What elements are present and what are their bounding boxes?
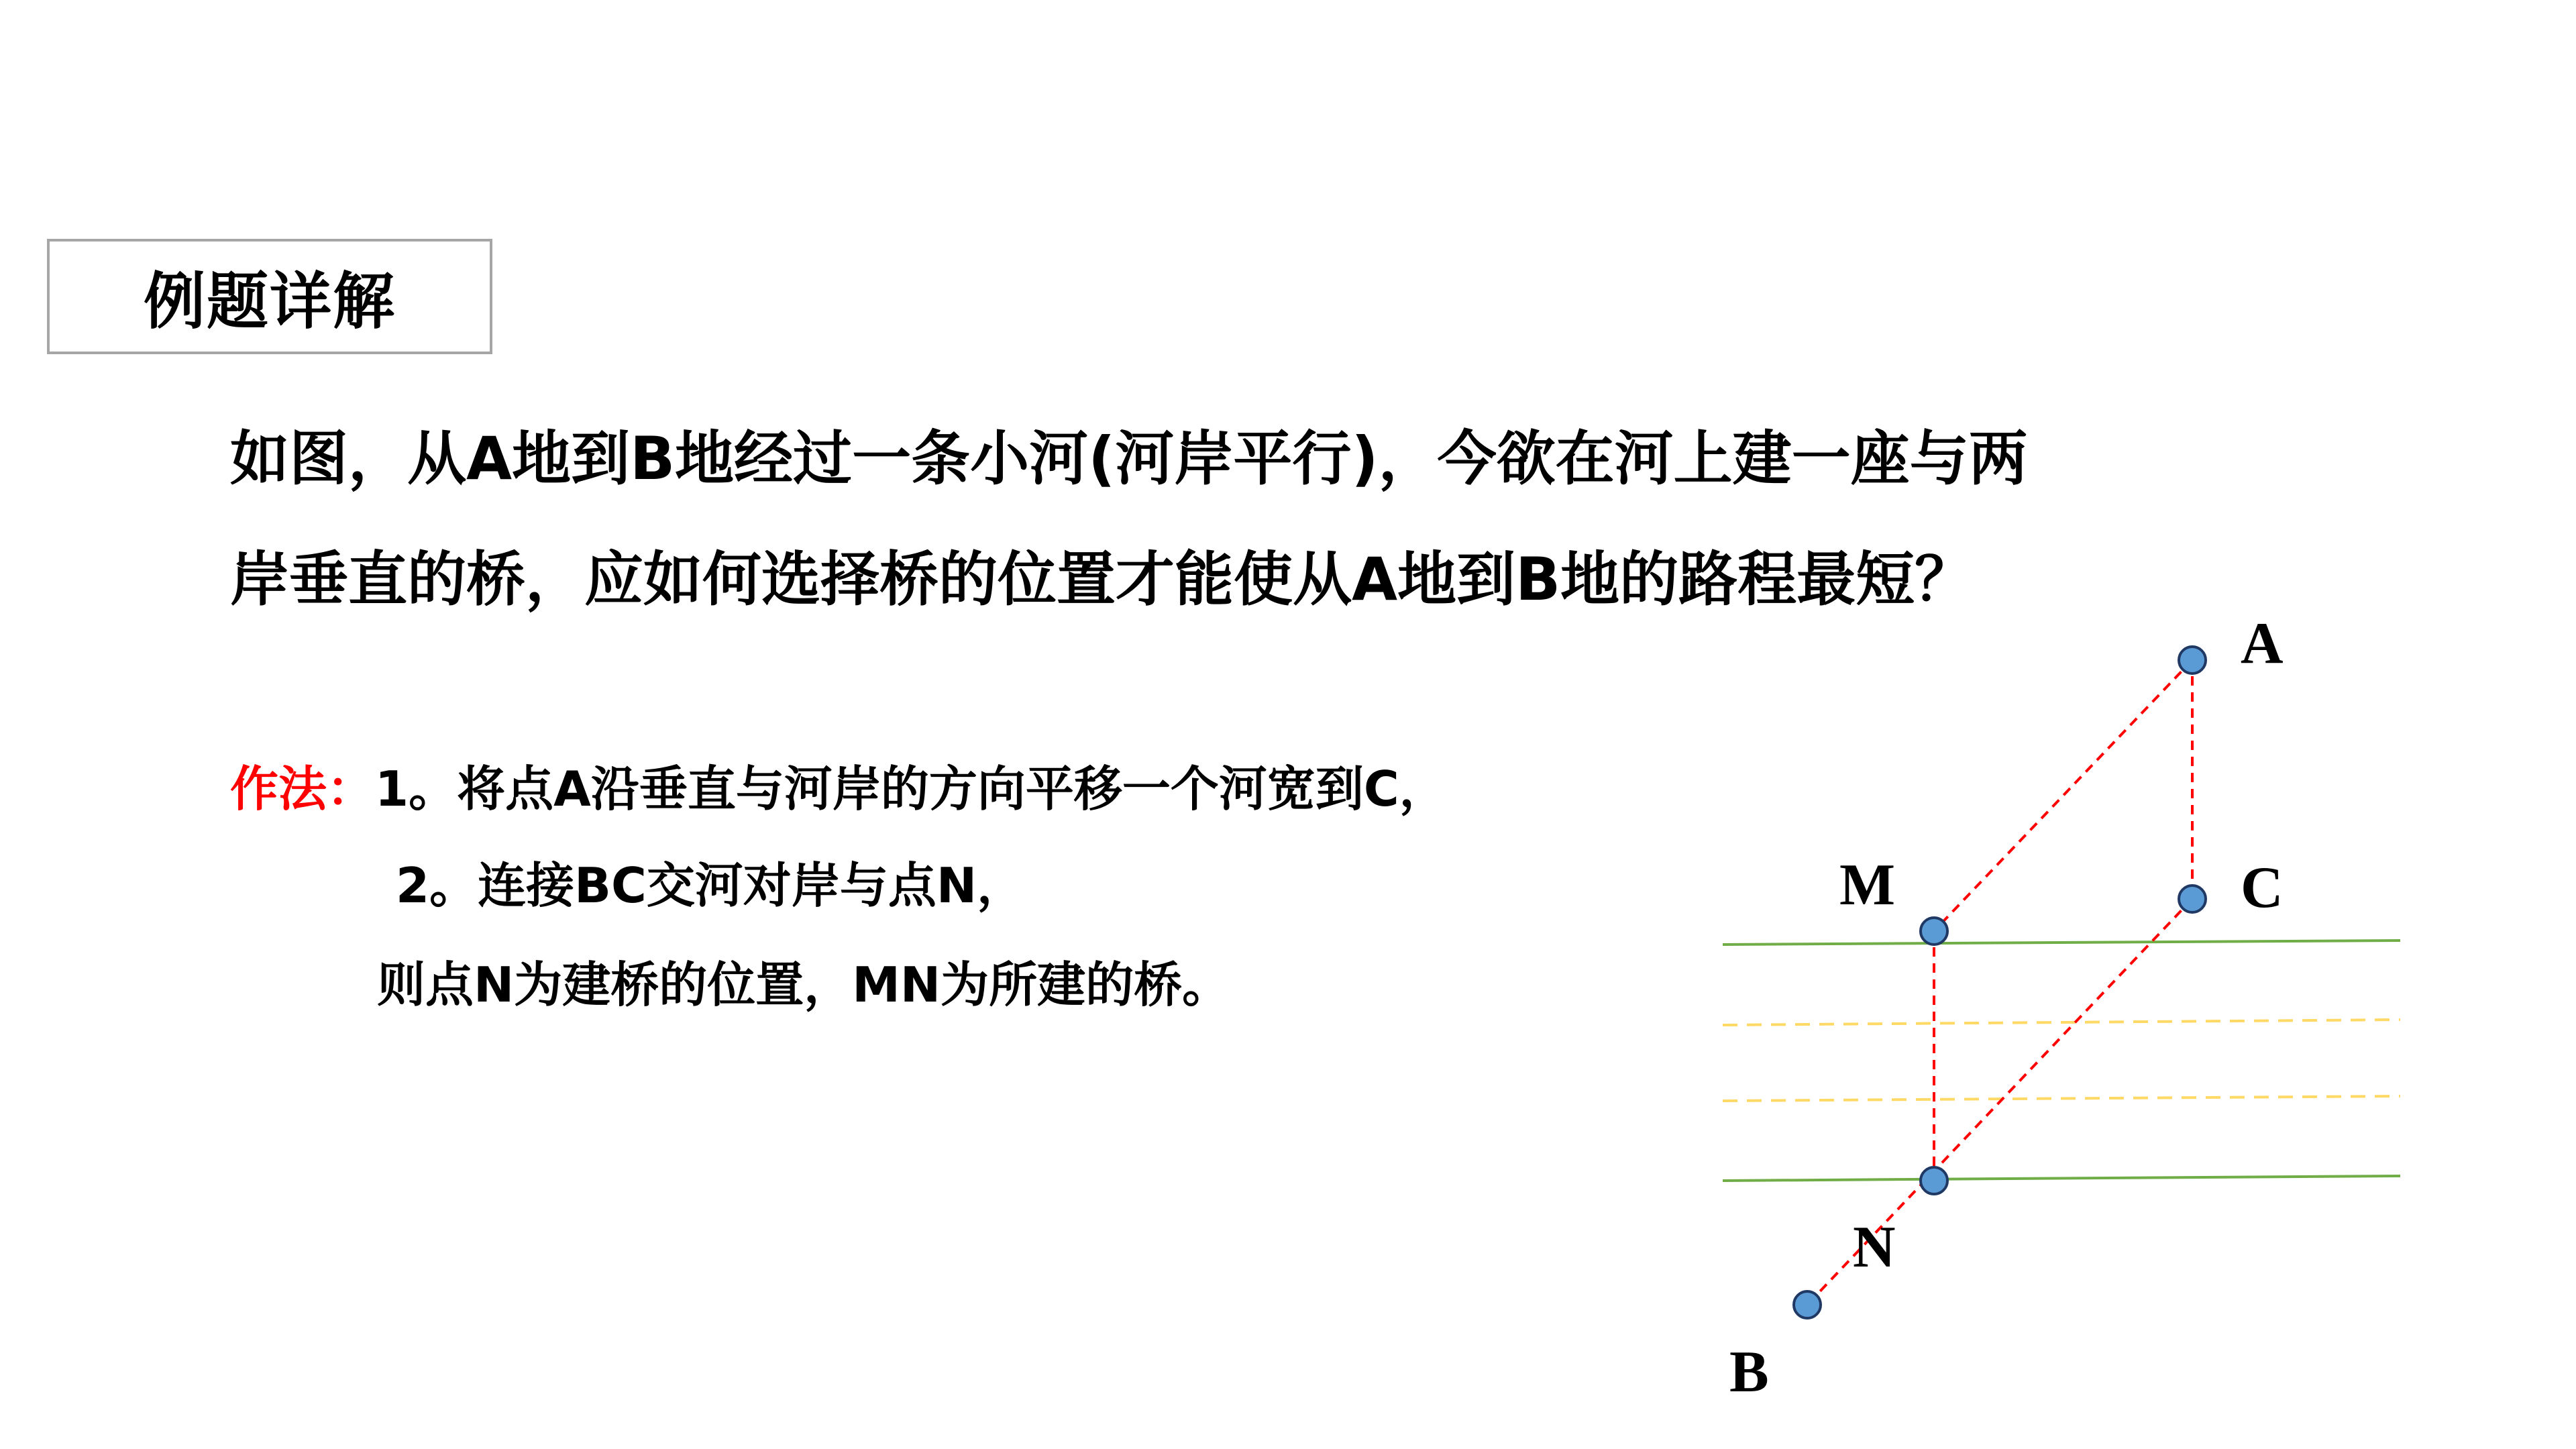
label-B: B xyxy=(1729,1340,1769,1405)
point-B xyxy=(1794,1291,1821,1318)
river-bank-upper xyxy=(1723,941,2400,945)
point-N xyxy=(1921,1167,1947,1194)
river-bank-lower xyxy=(1723,1176,2400,1181)
method-step-2: 2。连接BC交河对岸与点N， xyxy=(396,857,1026,914)
line-AM xyxy=(1934,660,2192,931)
page-title: 例题详解 xyxy=(143,266,396,337)
problem-text-line-2: 岸垂直的桥，应如何选择桥的位置才能使从A地到B地的路程最短？ xyxy=(230,545,1974,614)
method-step-1-text: 1。将点A沿垂直与河岸的方向平移一个河宽到C， xyxy=(375,761,1448,817)
river-center-line-1 xyxy=(1723,1020,2400,1025)
method-label: 作法： xyxy=(230,761,376,817)
label-M: M xyxy=(1839,853,1896,918)
problem-text-line-1: 如图，从A地到B地经过一条小河(河岸平行)，今欲在河上建一座与两 xyxy=(230,424,2028,493)
river-center-line-2 xyxy=(1723,1096,2400,1101)
label-A: A xyxy=(2241,611,2284,676)
point-C xyxy=(2179,885,2206,912)
method-conclusion: 则点N为建桥的位置，MN为所建的桥。 xyxy=(377,957,1231,1013)
point-M xyxy=(1921,918,1947,945)
point-A xyxy=(2179,647,2206,674)
label-C: C xyxy=(2241,855,2284,920)
label-N: N xyxy=(1853,1215,1896,1280)
